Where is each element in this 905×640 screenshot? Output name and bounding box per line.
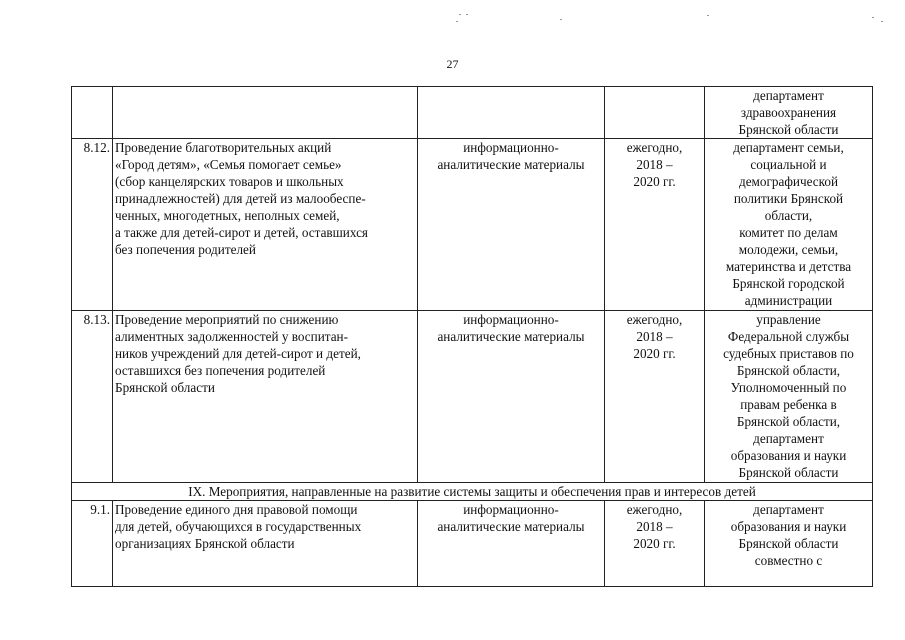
text-line: ченных, многодетных, неполных семей, [115, 208, 340, 223]
table-row [72, 139, 873, 311]
table-row [72, 501, 873, 587]
text-line: 2020 гг. [633, 346, 676, 361]
text-line: материнства и детства [725, 259, 852, 274]
text-line: департамент семьи, [733, 140, 844, 155]
text-line: оставшихся без попечения родителей [115, 363, 326, 378]
section-header-row [72, 483, 873, 501]
executors [705, 501, 873, 587]
text-line: Уполномоченный по [730, 380, 847, 395]
text-line: Брянской области [738, 465, 839, 480]
text-line: Брянской области, [736, 363, 841, 378]
text-line: Проведение благотворительных акций [115, 140, 332, 155]
text-line: молодежи, семьи, [738, 242, 839, 257]
text-line: аналитические материалы [437, 157, 585, 172]
table-row [72, 311, 873, 483]
text-line: области, [764, 208, 813, 223]
executors [705, 139, 873, 311]
text-line: ежегодно, [626, 502, 683, 517]
text-line: алиментных задолженностей у воспитан- [115, 329, 349, 344]
term-cell [605, 87, 705, 139]
text-line: комитет по делам [739, 225, 838, 240]
text-line: Проведение единого дня правовой помощи [115, 502, 358, 517]
name-cell [113, 87, 418, 139]
text-line: Брянской области [738, 122, 839, 137]
result-form [418, 501, 605, 587]
executors-cell [705, 87, 873, 139]
text-line: 2018 – [636, 329, 673, 344]
text-line: для детей, обучающихся в государственных [115, 519, 362, 534]
text-line: образования и науки [730, 519, 847, 534]
text-line: без попечения родителей [115, 242, 256, 257]
text-line: «Город детям», «Семья помогает семье» [115, 157, 342, 172]
text-line: судебных приставов по [723, 346, 854, 361]
text-line: Брянской области [738, 536, 839, 551]
text-line: департамент [753, 88, 824, 103]
text-line: политики Брянской [733, 191, 844, 206]
text-line: организациях Брянской области [115, 536, 295, 551]
text-line: ежегодно, [626, 140, 683, 155]
row-number: 8.12. [72, 139, 113, 311]
text-line: аналитические материалы [437, 329, 585, 344]
deadline [605, 139, 705, 311]
page-number: 27 [446, 57, 459, 71]
text-line: Проведение мероприятий по снижению [115, 312, 339, 327]
text-line: принадлежностей) для детей из малообеспе- [115, 191, 366, 206]
text-line: демографической [738, 174, 838, 189]
result-form [418, 311, 605, 483]
text-line: 2020 гг. [633, 174, 676, 189]
text-line: 2018 – [636, 157, 673, 172]
text-line: аналитические материалы [437, 519, 585, 534]
text-line: администрации [744, 293, 833, 308]
row-number: 9.1. [72, 501, 113, 587]
text-line: Федеральной службы [727, 329, 850, 344]
text-line: ежегодно, [626, 312, 683, 327]
measures-table [71, 86, 873, 587]
text-line: информационно- [463, 312, 559, 327]
text-line: образования и науки [730, 448, 847, 463]
deadline [605, 311, 705, 483]
deadline [605, 501, 705, 587]
num-cell [72, 87, 113, 139]
row-number: 8.13. [72, 311, 113, 483]
measure-name [113, 139, 418, 311]
result-form [418, 139, 605, 311]
text-line: Брянской городской [732, 276, 845, 291]
section-title: IX. Мероприятия, направленные на развитие системы защиты и обеспечения прав и интересов детей [72, 483, 873, 501]
continuation-row [72, 87, 873, 139]
text-line: 2018 – [636, 519, 673, 534]
text-line: правам ребенка в [740, 397, 837, 412]
text-line: управление [756, 312, 821, 327]
text-line: информационно- [463, 502, 559, 517]
text-line: Брянской области [115, 380, 215, 395]
text-line: совместно с [754, 553, 823, 568]
text-line: здравоохранения [740, 105, 837, 120]
text-line: социальной и [750, 157, 827, 172]
measure-name [113, 501, 418, 587]
text-line: (сбор канцелярских товаров и школьных [115, 174, 344, 189]
text-line: департамент [753, 431, 824, 446]
measure-name [113, 311, 418, 483]
text-line: департамент [753, 502, 824, 517]
result-cell [418, 87, 605, 139]
executors [705, 311, 873, 483]
text-line: информационно- [463, 140, 559, 155]
text-line: ников учреждений для детей-сирот и детей, [115, 346, 361, 361]
text-line: а также для детей-сирот и детей, оставшихся [115, 225, 368, 240]
text-line: 2020 гг. [633, 536, 676, 551]
text-line: Брянской области, [736, 414, 841, 429]
